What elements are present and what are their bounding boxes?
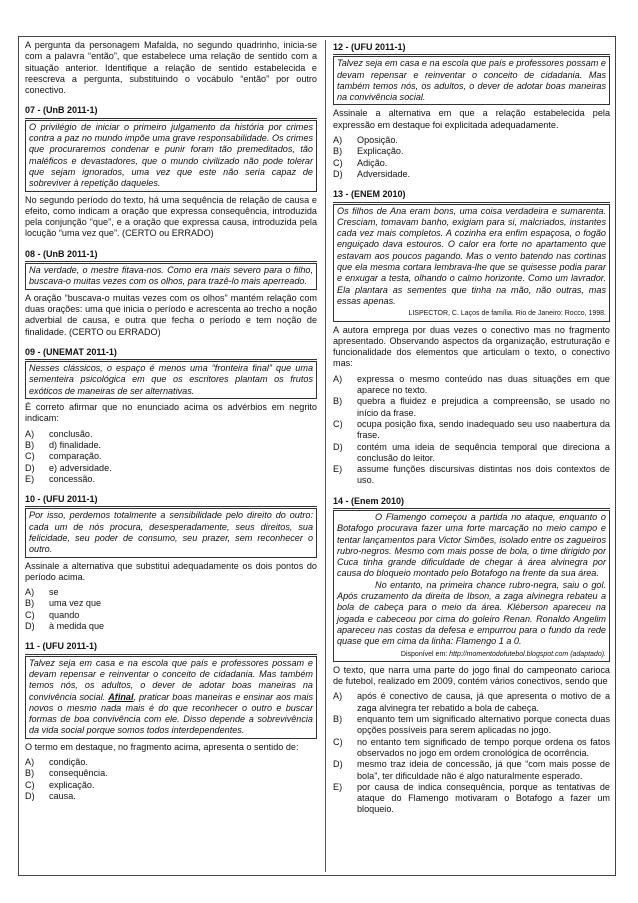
option-text: contém uma ideia de sequência temporal que direciona a conclusão do leitor. [357, 441, 610, 463]
option-letter: A) [333, 135, 343, 146]
option-text: quando [49, 609, 80, 620]
option-text: uma vez que [49, 598, 102, 609]
question-14-excerpt [333, 510, 610, 662]
option-text: Oposição. [357, 135, 398, 146]
excerpt-part: , praticar boas maneiras e ensinar aos mais novos o mesmo nada mais é do que reconhecer o outro e buscar formas de boa convivência com ele. Disso depende a sobrevivência da vida social porque somos todos interdependentes. [29, 691, 313, 736]
option-item[interactable] [333, 691, 610, 714]
question-09-text: É correto afirmar que no enunciado acima os advérbios em negrito indicam: [25, 402, 317, 424]
question-08-excerpt [25, 263, 317, 290]
question-14-options [333, 691, 610, 815]
option-letter: C) [333, 157, 343, 168]
option-item[interactable] [25, 768, 317, 779]
option-item[interactable] [333, 782, 610, 816]
option-text: Adição. [357, 157, 388, 168]
option-text: se [49, 587, 59, 598]
question-10-text: Assinale a alternativa que substitui adequadamente os dois pontos do período acima. [25, 560, 317, 582]
option-letter: D) [333, 168, 343, 179]
left-column [25, 40, 317, 802]
question-12-text: Assinale a alternativa em que a relação estabelecida pela expressão em destaque foi explicitada adequadamente. [333, 108, 610, 130]
option-letter: C) [25, 779, 35, 790]
source-label: Disponível em: [400, 650, 450, 658]
question-13-text: A autora emprega por duas vezes o conectivo mas no fragmento apresentado. Observando aspectos da organização, estruturação e funcionalidade dos elementos que articulam o texto, o conectivo mas: [333, 324, 610, 369]
question-14-text: O texto, que narra uma parte do jogo final do campeonato carioca de futebol, realizado em 2009, contém vários conectivos, sendo que [333, 664, 610, 687]
option-letter: A) [25, 428, 35, 439]
question-13-excerpt [333, 204, 610, 322]
option-text: mesmo traz ideia de concessão, já que “com mais posse de bola”, ter dificuldade não é algo naturalmente esperado. [357, 759, 610, 781]
question-14-excerpt-paragraph: No entanto, na primeira chance rubro-negra, saiu o gol. Após cruzamento da direita de Ibson, a zaga alvinegra rebateu a bola de cabeça para o meio da área. Kléberson apareceu na jogada e cabeceou por cima do goleiro Renan. Ronaldo Angelim apareceu nas costas da defesa e empurrou para o fundo da rede quase que em cima da linha: Flamengo 1 a 0. [337, 579, 606, 647]
option-letter: D) [25, 621, 35, 632]
option-text: consequência. [49, 768, 108, 779]
option-text: concessão. [49, 473, 96, 484]
option-text: quebra a fluidez e prejudica a compreensão, se usado no início da frase. [357, 396, 610, 418]
option-letter: A) [25, 587, 35, 598]
option-item[interactable] [25, 791, 317, 802]
question-13-header: 13 - (ENEM 2010) [333, 187, 610, 202]
option-text: à medida que [49, 621, 105, 632]
question-12-excerpt [333, 56, 610, 105]
option-text: d) finalidade. [49, 439, 102, 450]
intro-paragraph: A pergunta da personagem Mafalda, no segundo quadrinho, inicia-se com a palavra “então”, que estabelece uma relação de sentido com a situação anterior. Identifique a relação de sentido estabelecida e reescreva a pergunta, substituindo o vocábulo “então” por outro conectivo. [25, 40, 317, 96]
question-12-options [333, 135, 610, 180]
option-letter: B) [333, 714, 343, 725]
question-07-excerpt [25, 120, 317, 192]
question-08-header: 08 - (UnB 2011-1) [25, 247, 317, 262]
question-12-excerpt-text: Talvez seja em casa e na escola que país e professores possam e devam repensar e reinventar o conceito de cidadania. Mas também temos nós, os adultos, o dever de adotar boas maneiras na convivência social. [337, 58, 606, 103]
option-text: ocupa posição fixa, sendo inadequado seu uso naabertura da frase. [357, 418, 610, 441]
option-letter: E) [25, 473, 35, 484]
option-item[interactable] [25, 757, 317, 768]
option-letter: C) [25, 451, 35, 462]
option-item[interactable] [333, 737, 610, 760]
option-item[interactable] [25, 621, 317, 632]
question-10-excerpt-text: Por isso, perdemos totalmente a sensibilidade pelo direito do outro: cada um de nós procura, desesperadamente, seus direitos, sua felicidade, seu poder de consumo, seu prazer, sem reconhecer o outro. [29, 510, 313, 555]
option-letter: B) [25, 439, 35, 450]
option-item[interactable] [333, 146, 610, 157]
option-item[interactable] [333, 442, 610, 465]
option-letter: A) [25, 757, 35, 768]
option-letter: C) [25, 609, 35, 620]
question-09-excerpt [25, 361, 317, 399]
question-11-excerpt-text [29, 658, 313, 737]
question-13-options [333, 374, 610, 487]
option-text: enquanto tem um significado alternativo porque conecta duas opções possíveis para serem aplicadas no jogo. [357, 714, 610, 736]
option-text: assume funções discursivas distintas nos dois contextos de uso. [357, 464, 610, 486]
question-11-header: 11 - (UFU 2011-1) [25, 639, 317, 654]
option-item[interactable] [25, 598, 317, 609]
option-letter: D) [333, 441, 343, 452]
column-divider [325, 40, 326, 872]
option-item[interactable] [25, 451, 317, 462]
option-item[interactable] [25, 780, 317, 791]
option-item[interactable] [333, 714, 610, 737]
option-letter: A) [333, 373, 343, 384]
option-letter: B) [333, 396, 343, 407]
option-item[interactable] [25, 463, 317, 474]
option-text: explicação. [49, 779, 95, 790]
question-08-excerpt-text: Na verdade, o mestre fitava-nos. Como era mais severo para o filho, buscava-o muitas vezes com os olhos, para trazê-lo mais aperreado. [29, 265, 313, 287]
option-letter: B) [333, 146, 343, 157]
option-letter: C) [333, 418, 343, 429]
option-letter: C) [333, 736, 343, 747]
option-text: no entanto tem significado de tempo porque ordena os fatos observados no jogo em ordem cronológica de ocorrência. [357, 736, 610, 758]
source-citation [337, 649, 606, 660]
option-letter: D) [25, 462, 35, 473]
option-item[interactable] [25, 440, 317, 451]
right-column [333, 40, 610, 816]
option-text: conclusão. [49, 428, 93, 439]
source-citation: LISPECTOR, C. Laços de família. Rio de Janeiro: Rocco, 1998. [408, 310, 606, 318]
question-09-header: 09 - (UNEMAT 2011-1) [25, 345, 317, 360]
question-10-excerpt [25, 508, 317, 557]
question-11-text: O termo em destaque, no fragmento acima, apresenta o sentido de: [25, 741, 299, 752]
option-text: Explicação. [357, 146, 404, 157]
question-07-excerpt-text: O privilégio de iniciar o primeiro julgamento da história por crimes contra a paz no mundo impõe uma grave responsabilidade. Os crimes que procuraremos condenar e punir foram tão premeditados, tão maléficos e devastadores, que o mundo civilizado não pode tolerar que sejam ignorados, uma vez que este não seria capaz de sobreviver à repetição daqueles. [29, 121, 313, 189]
option-text: causa. [49, 790, 76, 801]
question-08-text: A oração “buscava-o muitas vezes com os olhos” mantém relação com duas orações: uma que inicia o período e acrescenta ao trecho a noção adverbial de causa, e outra que fecha o período e tem noção de finalidade. (CERTO ou ERRADO) [25, 292, 317, 337]
question-10-options [25, 587, 317, 632]
option-letter: B) [25, 598, 35, 609]
option-item[interactable] [25, 429, 317, 440]
question-12-header: 12 - (UFU 2011-1) [333, 40, 610, 55]
option-letter: A) [333, 691, 343, 702]
option-letter: D) [25, 790, 35, 801]
highlighted-term: Afinal [108, 691, 134, 702]
question-14-header: 14 - (Enem 2010) [333, 494, 610, 509]
option-item[interactable] [333, 374, 610, 397]
option-item[interactable] [25, 610, 317, 621]
question-09-options [25, 429, 317, 485]
excerpt-part: Talvez seja em casa e na escola que país e professores possam e devam repensar e reinventar o conceito de cidadania. Mas também temos nós, os adultos, o dever de adotar boas maneiras na convivência social. [29, 657, 313, 702]
option-letter: D) [333, 759, 343, 770]
question-07-text: No segundo período do texto, há uma sequência de relação de causa e efeito, como indicam a oração que expressa consequência, introduzida pela conjunção “que”, e a oração que expressa causa, introduzida pela locução “uma vez que”. (CERTO ou ERRADO) [25, 194, 317, 239]
option-item[interactable] [333, 419, 610, 442]
option-text: condição. [49, 757, 88, 768]
option-item[interactable] [333, 464, 610, 487]
question-07-header: 07 - (UnB 2011-1) [25, 103, 317, 118]
option-item[interactable] [333, 759, 610, 782]
option-letter: E) [333, 781, 343, 792]
option-item[interactable] [333, 158, 610, 169]
option-text: por causa de indica consequência, porque as tentativas de ataque do Flamengo motivaram o Botafogo a fazer um bloqueio. [357, 781, 610, 815]
option-item[interactable] [333, 169, 610, 180]
option-letter: E) [333, 464, 343, 475]
option-text: e) adversidade. [49, 462, 112, 473]
option-text: comparação. [49, 451, 102, 462]
option-item[interactable] [333, 396, 610, 419]
question-11-options [25, 757, 317, 802]
option-item[interactable] [333, 135, 610, 146]
option-letter: B) [25, 768, 35, 779]
question-09-excerpt-text: Nesses clássicos, o espaço é menos uma “fronteira final” que uma sementeira psicológica em que os escritores plantam os frutos exóticos de maneiras de ser alternativas. [29, 363, 313, 396]
source-link[interactable]: http://momentodofutebol.blogspot.com (adaptado). [449, 650, 606, 658]
option-text: Adversidade. [357, 168, 411, 179]
option-item[interactable] [25, 587, 317, 598]
question-10-header: 10 - (UFU 2011-1) [25, 492, 317, 507]
question-11-excerpt [25, 656, 317, 739]
option-text: expressa o mesmo conteúdo nas duas situações em que aparece no texto. [357, 373, 610, 396]
option-text: após é conectivo de causa, já que apresenta o motivo de a zaga alvinegra ter rebatido a bola de cabeça. [357, 691, 610, 713]
question-14-excerpt-paragraph: O Flamengo começou a partida no ataque, enquanto o Botafogo procurava fazer uma forte marcação no meio campo e tentar lançamentos para Victor Simões, isolado entre os zagueiros rubro-negros. Mesmo com mais posse de bola, o time dirigido por Cuca tinha grande dificuldade de chegar à área alvinegra por causa do bloqueio montado pelo Botafogo na frente da sua área. [337, 511, 606, 579]
question-13-excerpt-text: Os filhos de Ana eram bons, uma coisa verdadeira e sumarenta. Cresciam, tomavam banho, exigiam para si, malcriados, instantes cada vez mais completos. A cozinha era enfim espaçosa, o fogão enguiçado dava estouros. O calor era forte no apartamento que estavam aos poucos pagando. Mas o vento batendo nas cortinas que ela mesma cortara lembrava-lhe que se quisesse podia parar e enxugar a testa, olhando o calmo horizonte. Como um lavrador. Ela plantara as sementes que tinha na mão, não outras, mas essas apenas. [337, 205, 606, 306]
option-item[interactable] [25, 474, 317, 485]
